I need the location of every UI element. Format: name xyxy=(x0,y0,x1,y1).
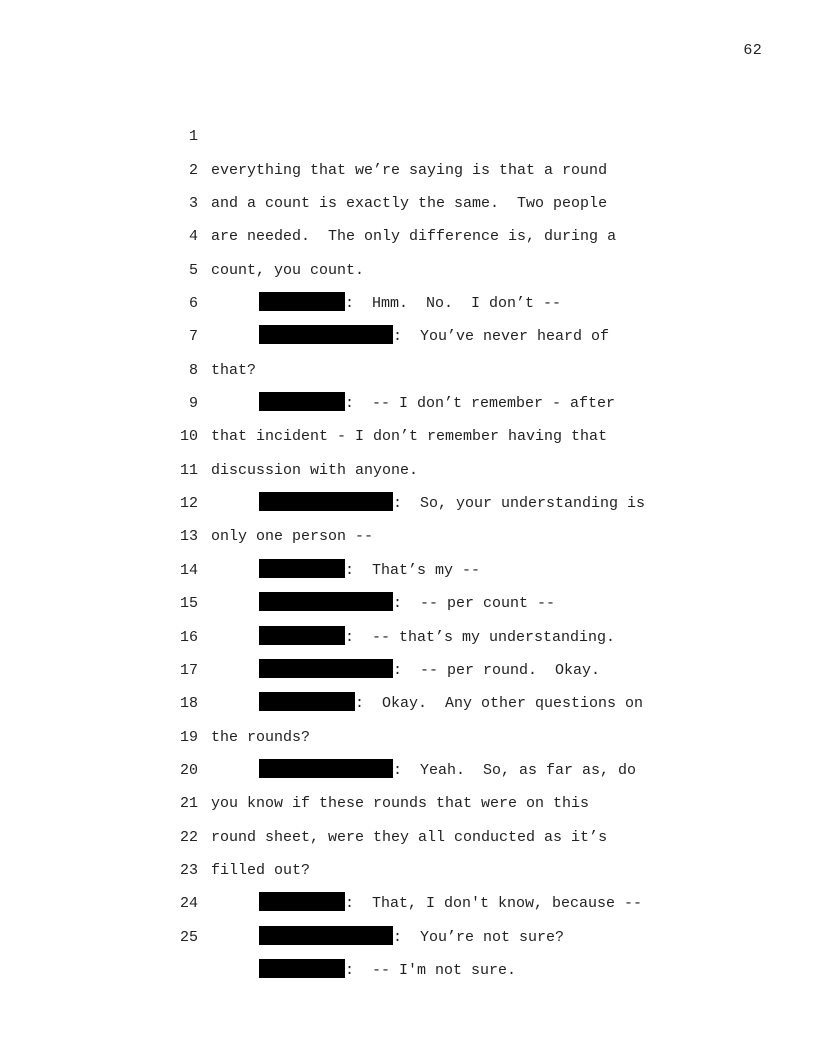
line-number: 6 xyxy=(188,295,198,313)
line-number: 1 xyxy=(188,128,198,146)
speaker-line xyxy=(259,921,564,954)
line-number: 4 xyxy=(188,228,198,246)
line-number: 18 xyxy=(179,695,198,713)
line-text: that incident - I don’t remember having that xyxy=(211,428,608,446)
line-number: 19 xyxy=(179,728,198,746)
line-number: 5 xyxy=(188,261,198,279)
line-number: 14 xyxy=(179,561,198,579)
line-text: filled out? xyxy=(211,861,311,879)
line-text: are needed. The only difference is, during a xyxy=(211,228,617,246)
line-number: 17 xyxy=(179,661,198,679)
line-number: 9 xyxy=(188,395,198,413)
line-text: : You’ve never heard of xyxy=(393,328,610,346)
line-number: 15 xyxy=(179,595,198,613)
redacted-speaker-name xyxy=(259,926,393,945)
line-text: : -- I don’t remember - after xyxy=(345,395,616,413)
transcript-body xyxy=(0,87,816,979)
line-number: 2 xyxy=(188,161,198,179)
line-number: 10 xyxy=(179,428,198,446)
line-text: and a count is exactly the same. Two people xyxy=(211,195,608,213)
line-text: round sheet, were they all conducted as it’s xyxy=(211,828,608,846)
transcript-line xyxy=(0,87,816,179)
line-text: the rounds? xyxy=(211,728,311,746)
line-number: 8 xyxy=(188,361,198,379)
line-text: you know if these rounds that were on this xyxy=(211,795,590,813)
line-number: 11 xyxy=(179,461,198,479)
line-text: : -- per count -- xyxy=(393,595,556,613)
line-text: : Hmm. No. I don’t -- xyxy=(345,295,562,313)
line-number: 3 xyxy=(188,195,198,213)
line-number: 12 xyxy=(179,495,198,513)
line-text: : Okay. Any other questions on xyxy=(355,695,644,713)
line-text: that? xyxy=(211,361,257,379)
line-text: only one person -- xyxy=(211,528,374,546)
line-number: 24 xyxy=(179,895,198,913)
redacted-speaker-name xyxy=(259,959,345,978)
line-number: 23 xyxy=(179,861,198,879)
line-number: 7 xyxy=(188,328,198,346)
line-number: 16 xyxy=(179,628,198,646)
line-text: everything that we’re saying is that a round xyxy=(211,161,608,179)
line-text: : -- per round. Okay. xyxy=(393,661,601,679)
line-text: : You’re not sure? xyxy=(393,928,565,946)
line-number: 20 xyxy=(179,761,198,779)
line-text: : So, your understanding is xyxy=(393,495,646,513)
line-text: : -- that’s my understanding. xyxy=(345,628,616,646)
line-text: : That’s my -- xyxy=(345,561,481,579)
line-number: 21 xyxy=(179,795,198,813)
line-text: : -- I'm not sure. xyxy=(345,961,517,979)
line-number: 25 xyxy=(179,928,198,946)
line-text: : That, I don't know, because -- xyxy=(345,895,643,913)
line-text: count, you count. xyxy=(211,261,365,279)
line-number: 22 xyxy=(179,828,198,846)
line-text: discussion with anyone. xyxy=(211,461,419,479)
page-number: 62 xyxy=(743,42,762,59)
line-number: 13 xyxy=(179,528,198,546)
speaker-line xyxy=(259,954,516,987)
line-text: : Yeah. So, as far as, do xyxy=(393,761,637,779)
